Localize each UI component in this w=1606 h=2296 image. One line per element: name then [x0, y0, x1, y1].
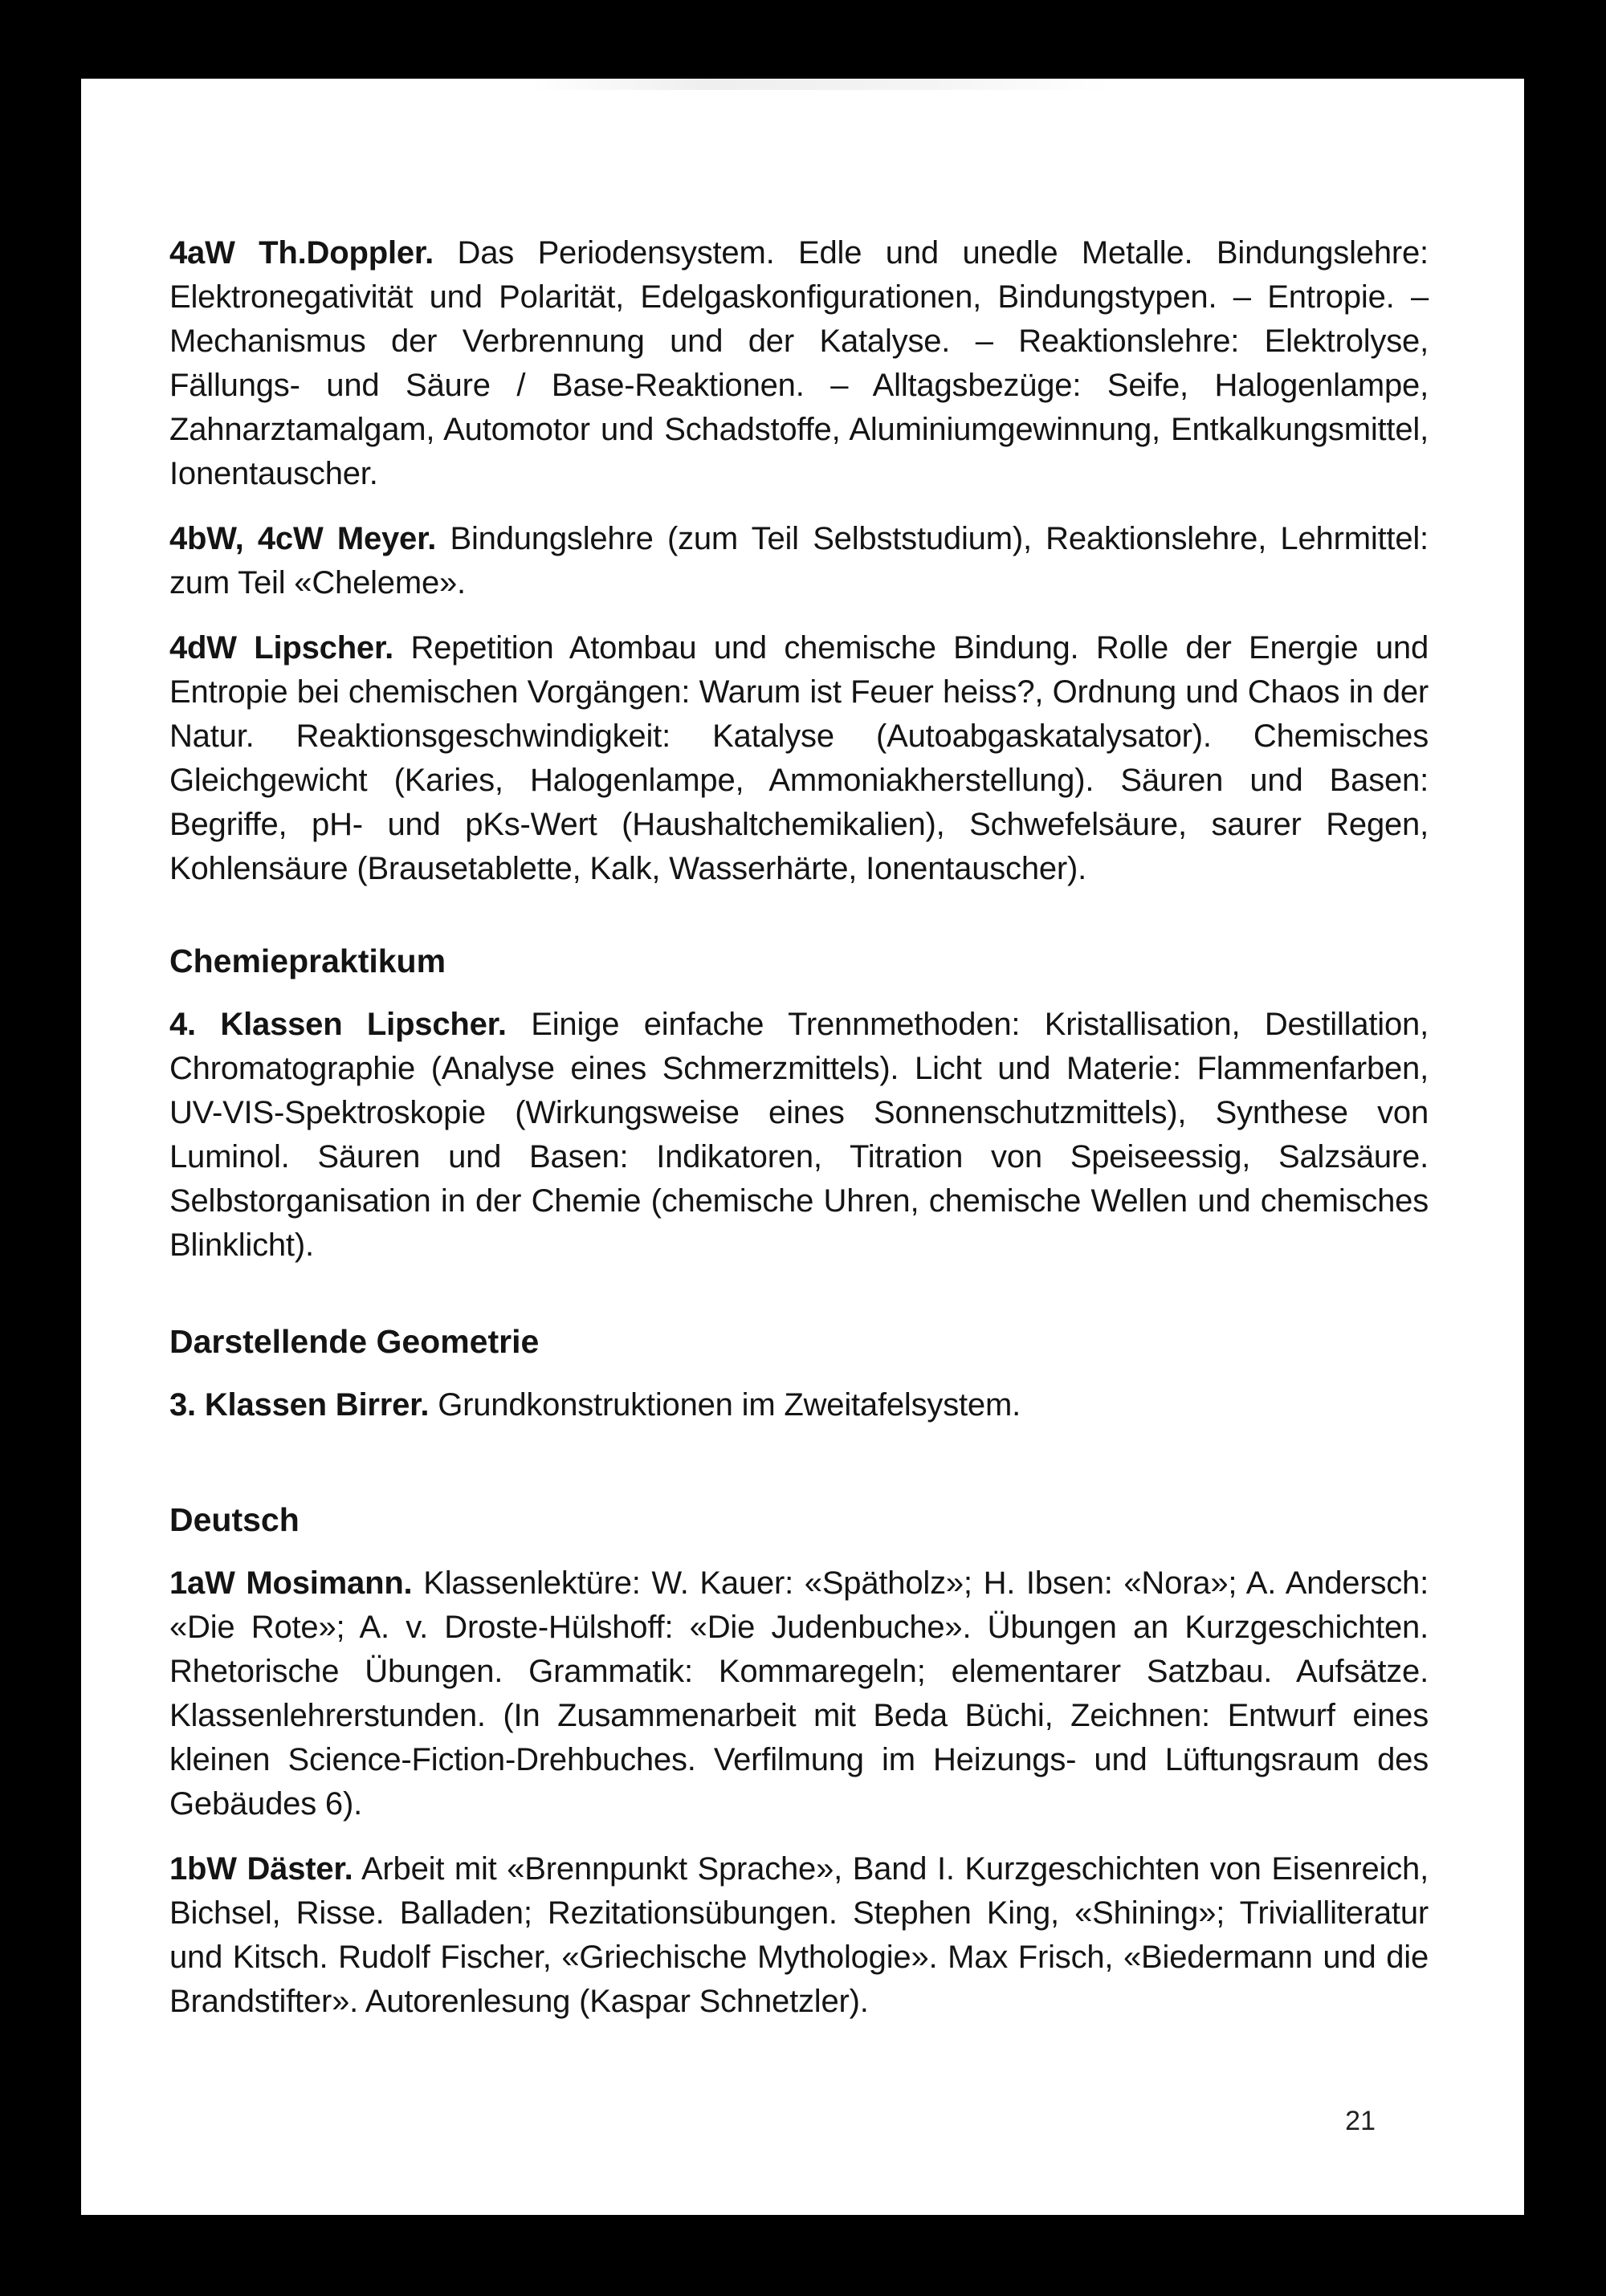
entry-label: 4dW Lipscher. — [169, 630, 394, 666]
page-number: 21 — [1345, 2106, 1376, 2136]
section-heading-chemiepraktikum: Chemiepraktikum — [169, 942, 446, 979]
section-heading-deutsch: Deutsch — [169, 1501, 300, 1538]
entry-4aw-doppler — [169, 231, 1429, 496]
entry-label: 1bW Däster. — [169, 1851, 353, 1887]
entry-3-klassen-birrer — [169, 1383, 1429, 1427]
entry-text: Grundkonstruktionen im Zweitafelsystem. — [438, 1387, 1021, 1423]
section-heading-darstellende-geometrie: Darstellende Geometrie — [169, 1323, 540, 1360]
entry-label: 3. Klassen Birrer. — [169, 1387, 430, 1423]
entry-text: Repetition Atombau und chemische Bindung. Rolle der Energie und Entropie bei chemischen Vorgängen: Warum ist Feuer heiss?, Ordnung und Chaos in der Natur. Reaktionsgeschwindigkeit: Katalyse (Autoabgaskatalysator). Chemisches Gleichgewicht (Karies, Halogenlampe, Ammoniakherstellung). Säuren und Basen: Begriffe, pH- und pKs-Wert (Haushaltchemikalien), Schwefelsäure, saurer Regen, Kohlensäure (Brausetablette, Kalk, Wasserhärte, Ionentauscher). — [169, 630, 1429, 886]
entry-text: Einige einfache Trennmethoden: Kristallisation, Destillation, Chromatographie (Analyse eines Schmerzmittels). Licht und Materie: Flammenfarben, UV-VIS-Spektroskopie (Wirkungsweise eines Sonnenschutzmittels), Synthese von Luminol. Säuren und Basen: Indikatoren, Titration von Speiseessig, Salzsäure. Selbstorganisation in der Chemie (chemische Uhren, chemische Wellen und chemisches Blinklicht). — [169, 1007, 1429, 1263]
entry-label: 1aW Mosimann. — [169, 1565, 413, 1601]
entry-1bw-daester — [169, 1847, 1429, 2024]
entry-text: Das Periodensystem. Edle und unedle Metalle. Bindungslehre: Elektronegativität und Polarität, Edelgaskonfigurationen, Bindungstypen. – Entropie. – Mechanismus der Verbrennung und der Katalyse. – Reaktionslehre: Elektrolyse, Fällungs- und Säure / Base-Reaktionen. – Alltagsbezüge: Seife, Halogenlampe, Zahnarztamalgam, Automotor und Schadstoffe, Aluminiumgewinnung, Entkalkungsmittel, Ionentauscher. — [169, 235, 1429, 491]
entry-4bw-4cw-meyer — [169, 517, 1429, 605]
entry-label: 4. Klassen Lipscher. — [169, 1007, 507, 1042]
entry-text: Bindungslehre (zum Teil Selbststudium), Reaktionslehre, Lehrmittel: zum Teil «Cheleme». — [169, 521, 1429, 600]
entry-text: Arbeit mit «Brennpunkt Sprache», Band I. Kurzgeschichten von Eisenreich, Bichsel, Risse. Balladen; Rezitationsübungen. Stephen King, «Shining»; Trivialliteratur und Kitsch. Rudolf Fischer, «Griechische Mythologie». Max Frisch, «Biedermann und die Brandstifter». Autorenlesung (Kaspar Schnetzler). — [169, 1851, 1429, 2019]
entry-1aw-mosimann — [169, 1561, 1429, 1826]
entry-label: 4aW Th.Doppler. — [169, 235, 434, 271]
page-content — [169, 231, 1429, 2024]
entry-label: 4bW, 4cW Meyer. — [169, 521, 437, 556]
entry-text: Klassenlektüre: W. Kauer: «Spätholz»; H. Ibsen: «Nora»; A. Andersch: «Die Rote»; A. v. Droste-Hülshoff: «Die Judenbuche». Übungen an Kurzgeschichten. Rhetorische Übungen. Grammatik: Kommaregeln; elementarer Satzbau. Aufsätze. Klassenlehrerstunden. (In Zusammenarbeit mit Beda Büchi, Zeichnen: Entwurf eines kleinen Science-Fiction-Drehbuches. Verfilmung im Heizungs- und Lüftungsraum des Gebäudes 6). — [169, 1565, 1429, 1822]
scan-artifact — [531, 79, 1109, 90]
scanned-page — [81, 79, 1524, 2215]
entry-4-klassen-lipscher — [169, 1003, 1429, 1268]
entry-4dw-lipscher — [169, 626, 1429, 891]
